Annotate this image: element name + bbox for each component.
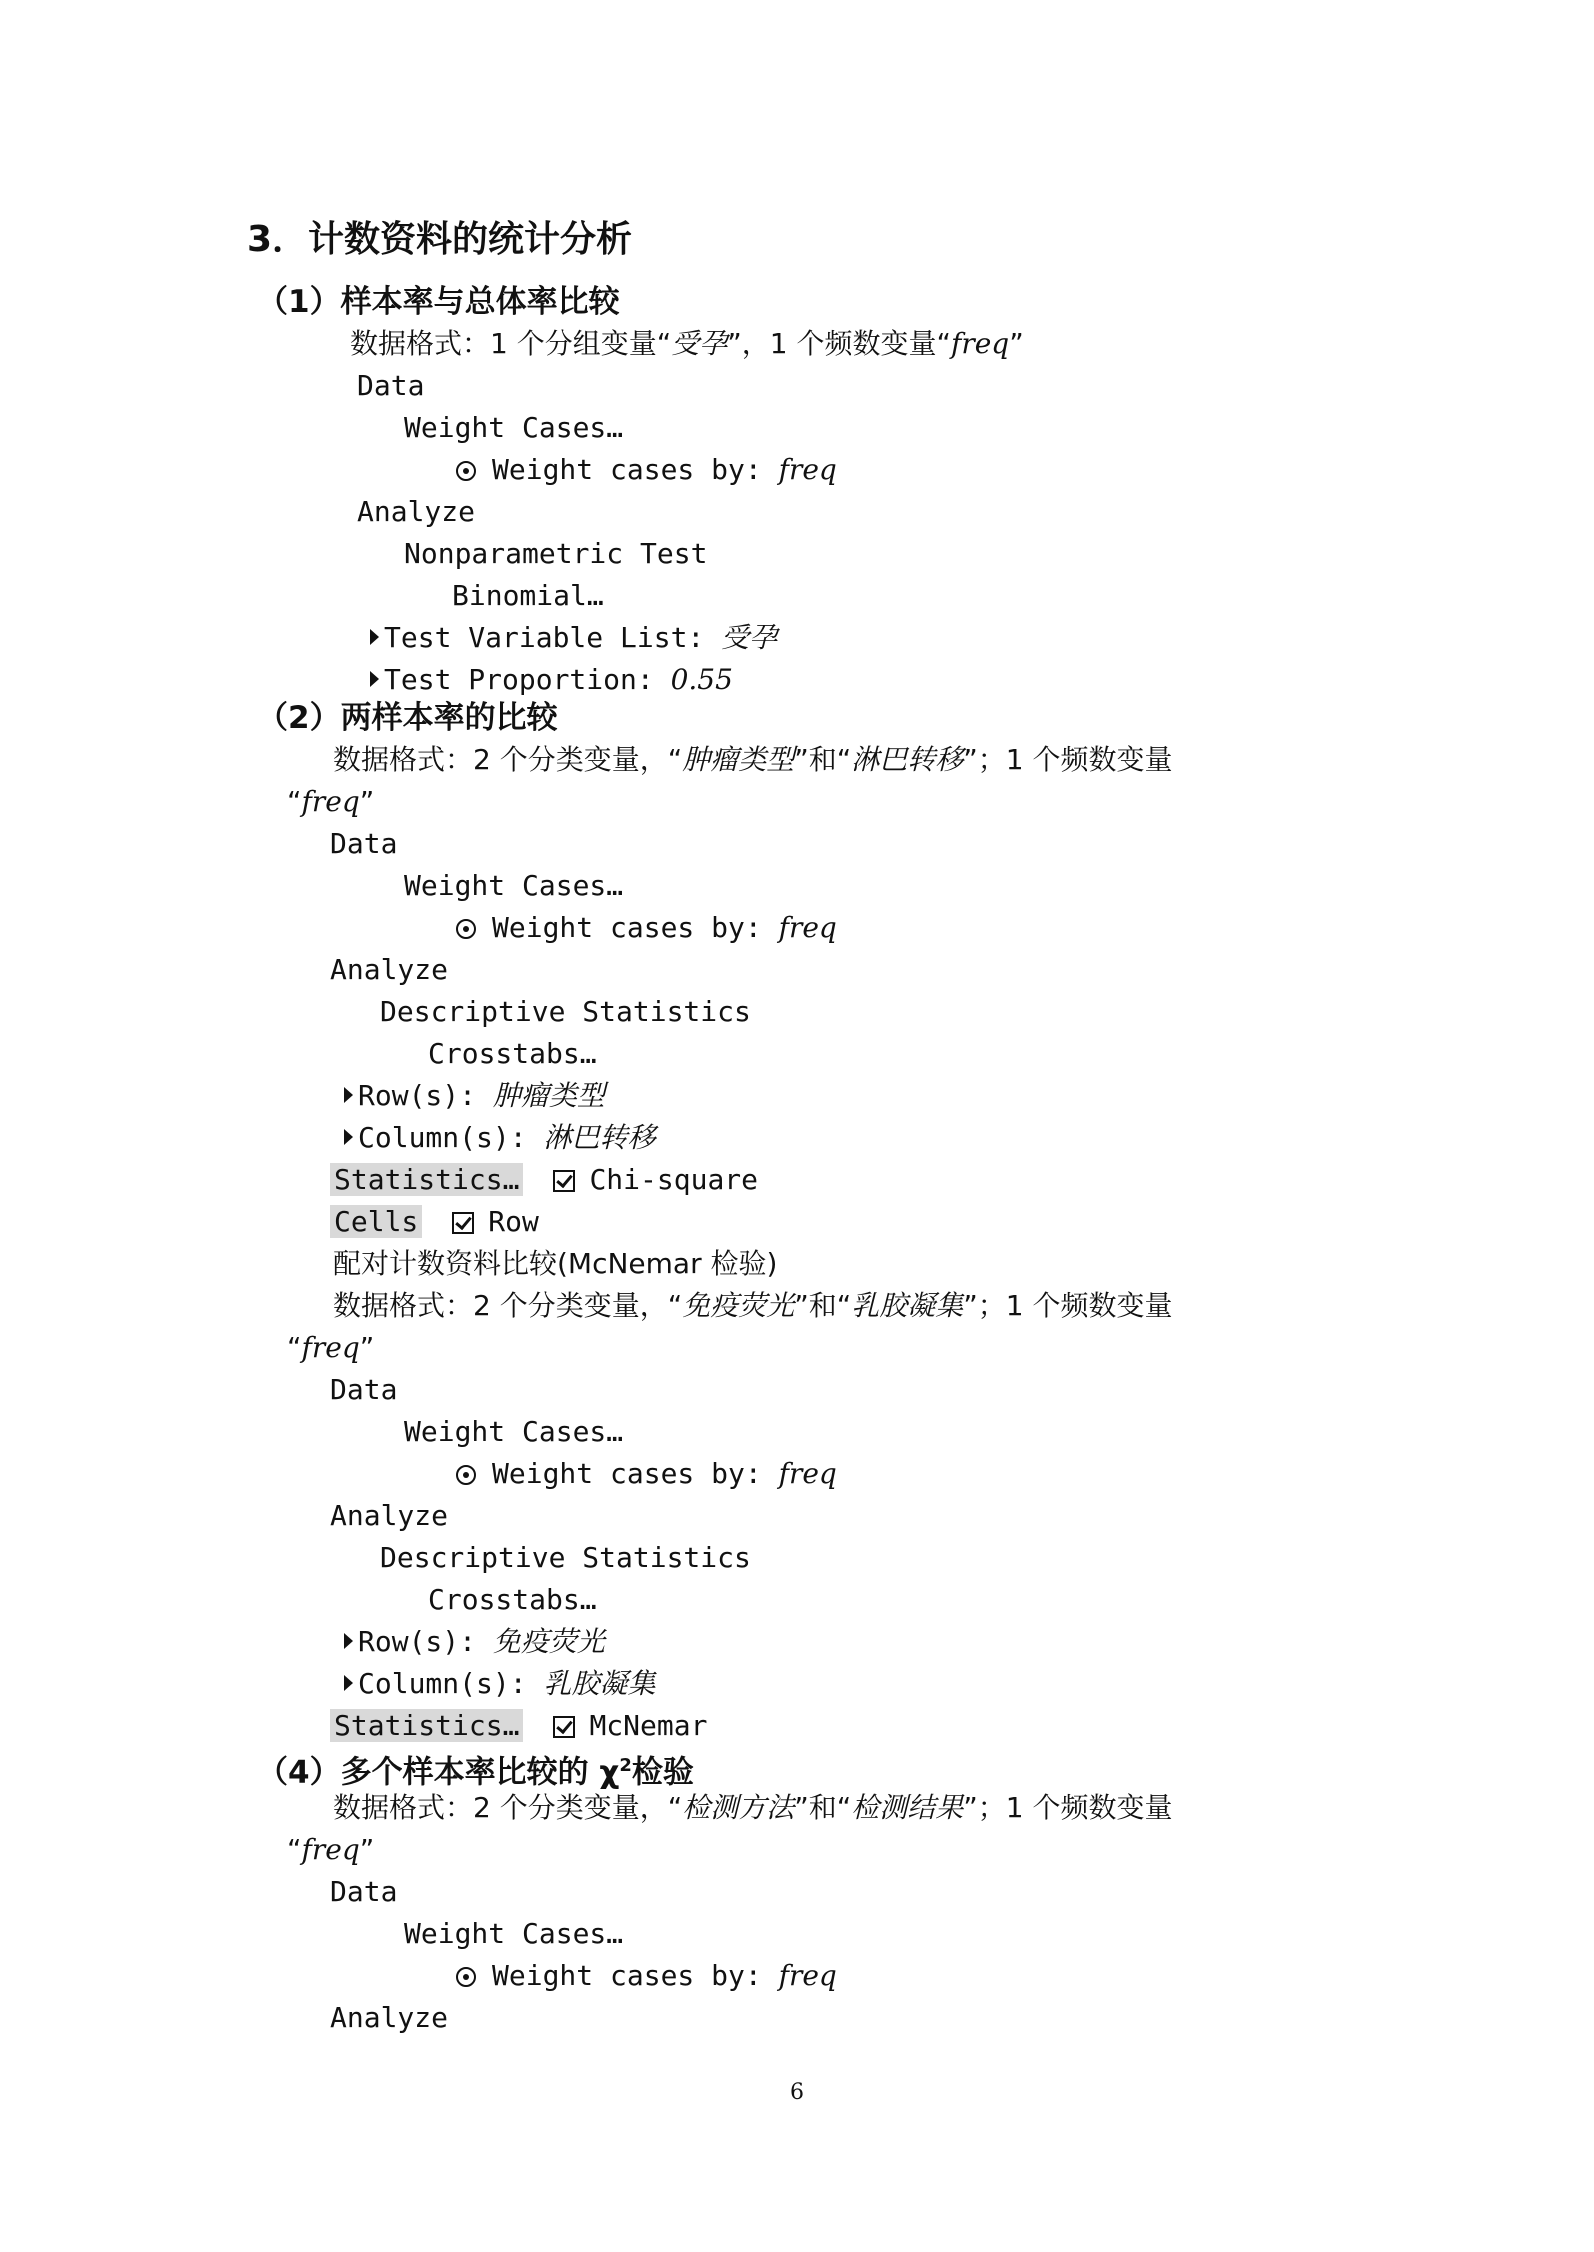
s2-columns: Column(s): 淋巴转移 (344, 1118, 655, 1158)
s3-statistics-row: Statistics… McNemar (330, 1706, 707, 1746)
s1-menu-data[interactable]: Data (357, 369, 425, 402)
checkbox-checked-icon[interactable] (553, 1716, 575, 1738)
s1-heading: （1）样本率与总体率比较 (257, 284, 620, 320)
s4-menu-weight-cases[interactable]: Weight Cases… (404, 1917, 624, 1950)
s1-menu-nonparametric[interactable]: Nonparametric Test (404, 537, 708, 570)
s2-cells-row: Cells Row (330, 1202, 539, 1242)
s3-menu-weight-cases[interactable]: Weight Cases… (404, 1415, 624, 1448)
s2-menu-data[interactable]: Data (330, 827, 398, 860)
radio-selected-icon[interactable] (456, 1967, 476, 1987)
s2-data-format-cont: “freq” (287, 785, 375, 818)
page-number: 6 (790, 2080, 804, 2105)
arrow-right-icon (370, 671, 379, 687)
cells-button[interactable]: Cells (330, 1205, 422, 1238)
s1-menu-weight-cases[interactable]: Weight Cases… (404, 411, 624, 444)
s2-menu-analyze[interactable]: Analyze (330, 953, 449, 986)
s2-statistics-row: Statistics… Chi-square (330, 1160, 758, 1200)
s2-menu-crosstabs[interactable]: Crosstabs… (428, 1037, 597, 1070)
section-title: 3．计数资料的统计分析 (247, 219, 633, 260)
s3-columns: Column(s): 乳胶凝集 (344, 1664, 655, 1704)
arrow-right-icon (344, 1129, 353, 1145)
s2-menu-descriptive[interactable]: Descriptive Statistics (380, 995, 751, 1028)
arrow-right-icon (344, 1675, 353, 1691)
s4-menu-analyze[interactable]: Analyze (330, 2001, 449, 2034)
s3-rows: Row(s): 免疫荧光 (344, 1622, 605, 1662)
s2-data-format: 数据格式：2 个分类变量，“肿瘤类型”和“淋巴转移”；1 个频数变量 (333, 743, 1173, 776)
s1-test-variable: Test Variable List: 受孕 (370, 618, 777, 658)
s3-menu-data[interactable]: Data (330, 1373, 398, 1406)
s1-menu-analyze[interactable]: Analyze (357, 495, 476, 528)
s1-weight-by-option[interactable]: Weight cases by: freq (456, 450, 837, 490)
radio-selected-icon[interactable] (456, 461, 476, 481)
s4-heading: （4）多个样本率比较的 $\chi^2$检验 (257, 1754, 694, 1791)
s4-weight-by-option[interactable]: Weight cases by: freq (456, 1956, 837, 1996)
radio-selected-icon[interactable] (456, 1465, 476, 1485)
s4-data-format: 数据格式：2 个分类变量，“检测方法”和“检测结果”；1 个频数变量 (333, 1791, 1173, 1824)
s4-data-format-cont: “freq” (287, 1833, 375, 1866)
s2-menu-weight-cases[interactable]: Weight Cases… (404, 869, 624, 902)
arrow-right-icon (370, 629, 379, 645)
s1-data-format: 数据格式：1 个分组变量“受孕”，1 个频数变量“freq” (350, 327, 1024, 360)
s1-menu-binomial[interactable]: Binomial… (452, 579, 604, 612)
arrow-right-icon (344, 1633, 353, 1649)
radio-selected-icon[interactable] (456, 919, 476, 939)
s3-weight-by-option[interactable]: Weight cases by: freq (456, 1454, 837, 1494)
statistics-button[interactable]: Statistics… (330, 1709, 523, 1742)
checkbox-checked-icon[interactable] (553, 1170, 575, 1192)
s4-menu-data[interactable]: Data (330, 1875, 398, 1908)
s3-data-format-cont: “freq” (287, 1331, 375, 1364)
s3-menu-descriptive[interactable]: Descriptive Statistics (380, 1541, 751, 1574)
statistics-button[interactable]: Statistics… (330, 1163, 523, 1196)
s3-data-format: 数据格式：2 个分类变量，“免疫荧光”和“乳胶凝集”；1 个频数变量 (333, 1289, 1173, 1322)
s2-heading: （2）两样本率的比较 (257, 700, 558, 736)
s2-weight-by-option[interactable]: Weight cases by: freq (456, 908, 837, 948)
s2-rows: Row(s): 肿瘤类型 (344, 1076, 605, 1116)
s3-menu-crosstabs[interactable]: Crosstabs… (428, 1583, 597, 1616)
checkbox-checked-icon[interactable] (452, 1212, 474, 1234)
s3-menu-analyze[interactable]: Analyze (330, 1499, 449, 1532)
s3-heading: 配对计数资料比较(McNemar 检验) (333, 1247, 778, 1280)
s1-test-proportion: Test Proportion: 0.55 (370, 660, 733, 700)
arrow-right-icon (344, 1087, 353, 1103)
